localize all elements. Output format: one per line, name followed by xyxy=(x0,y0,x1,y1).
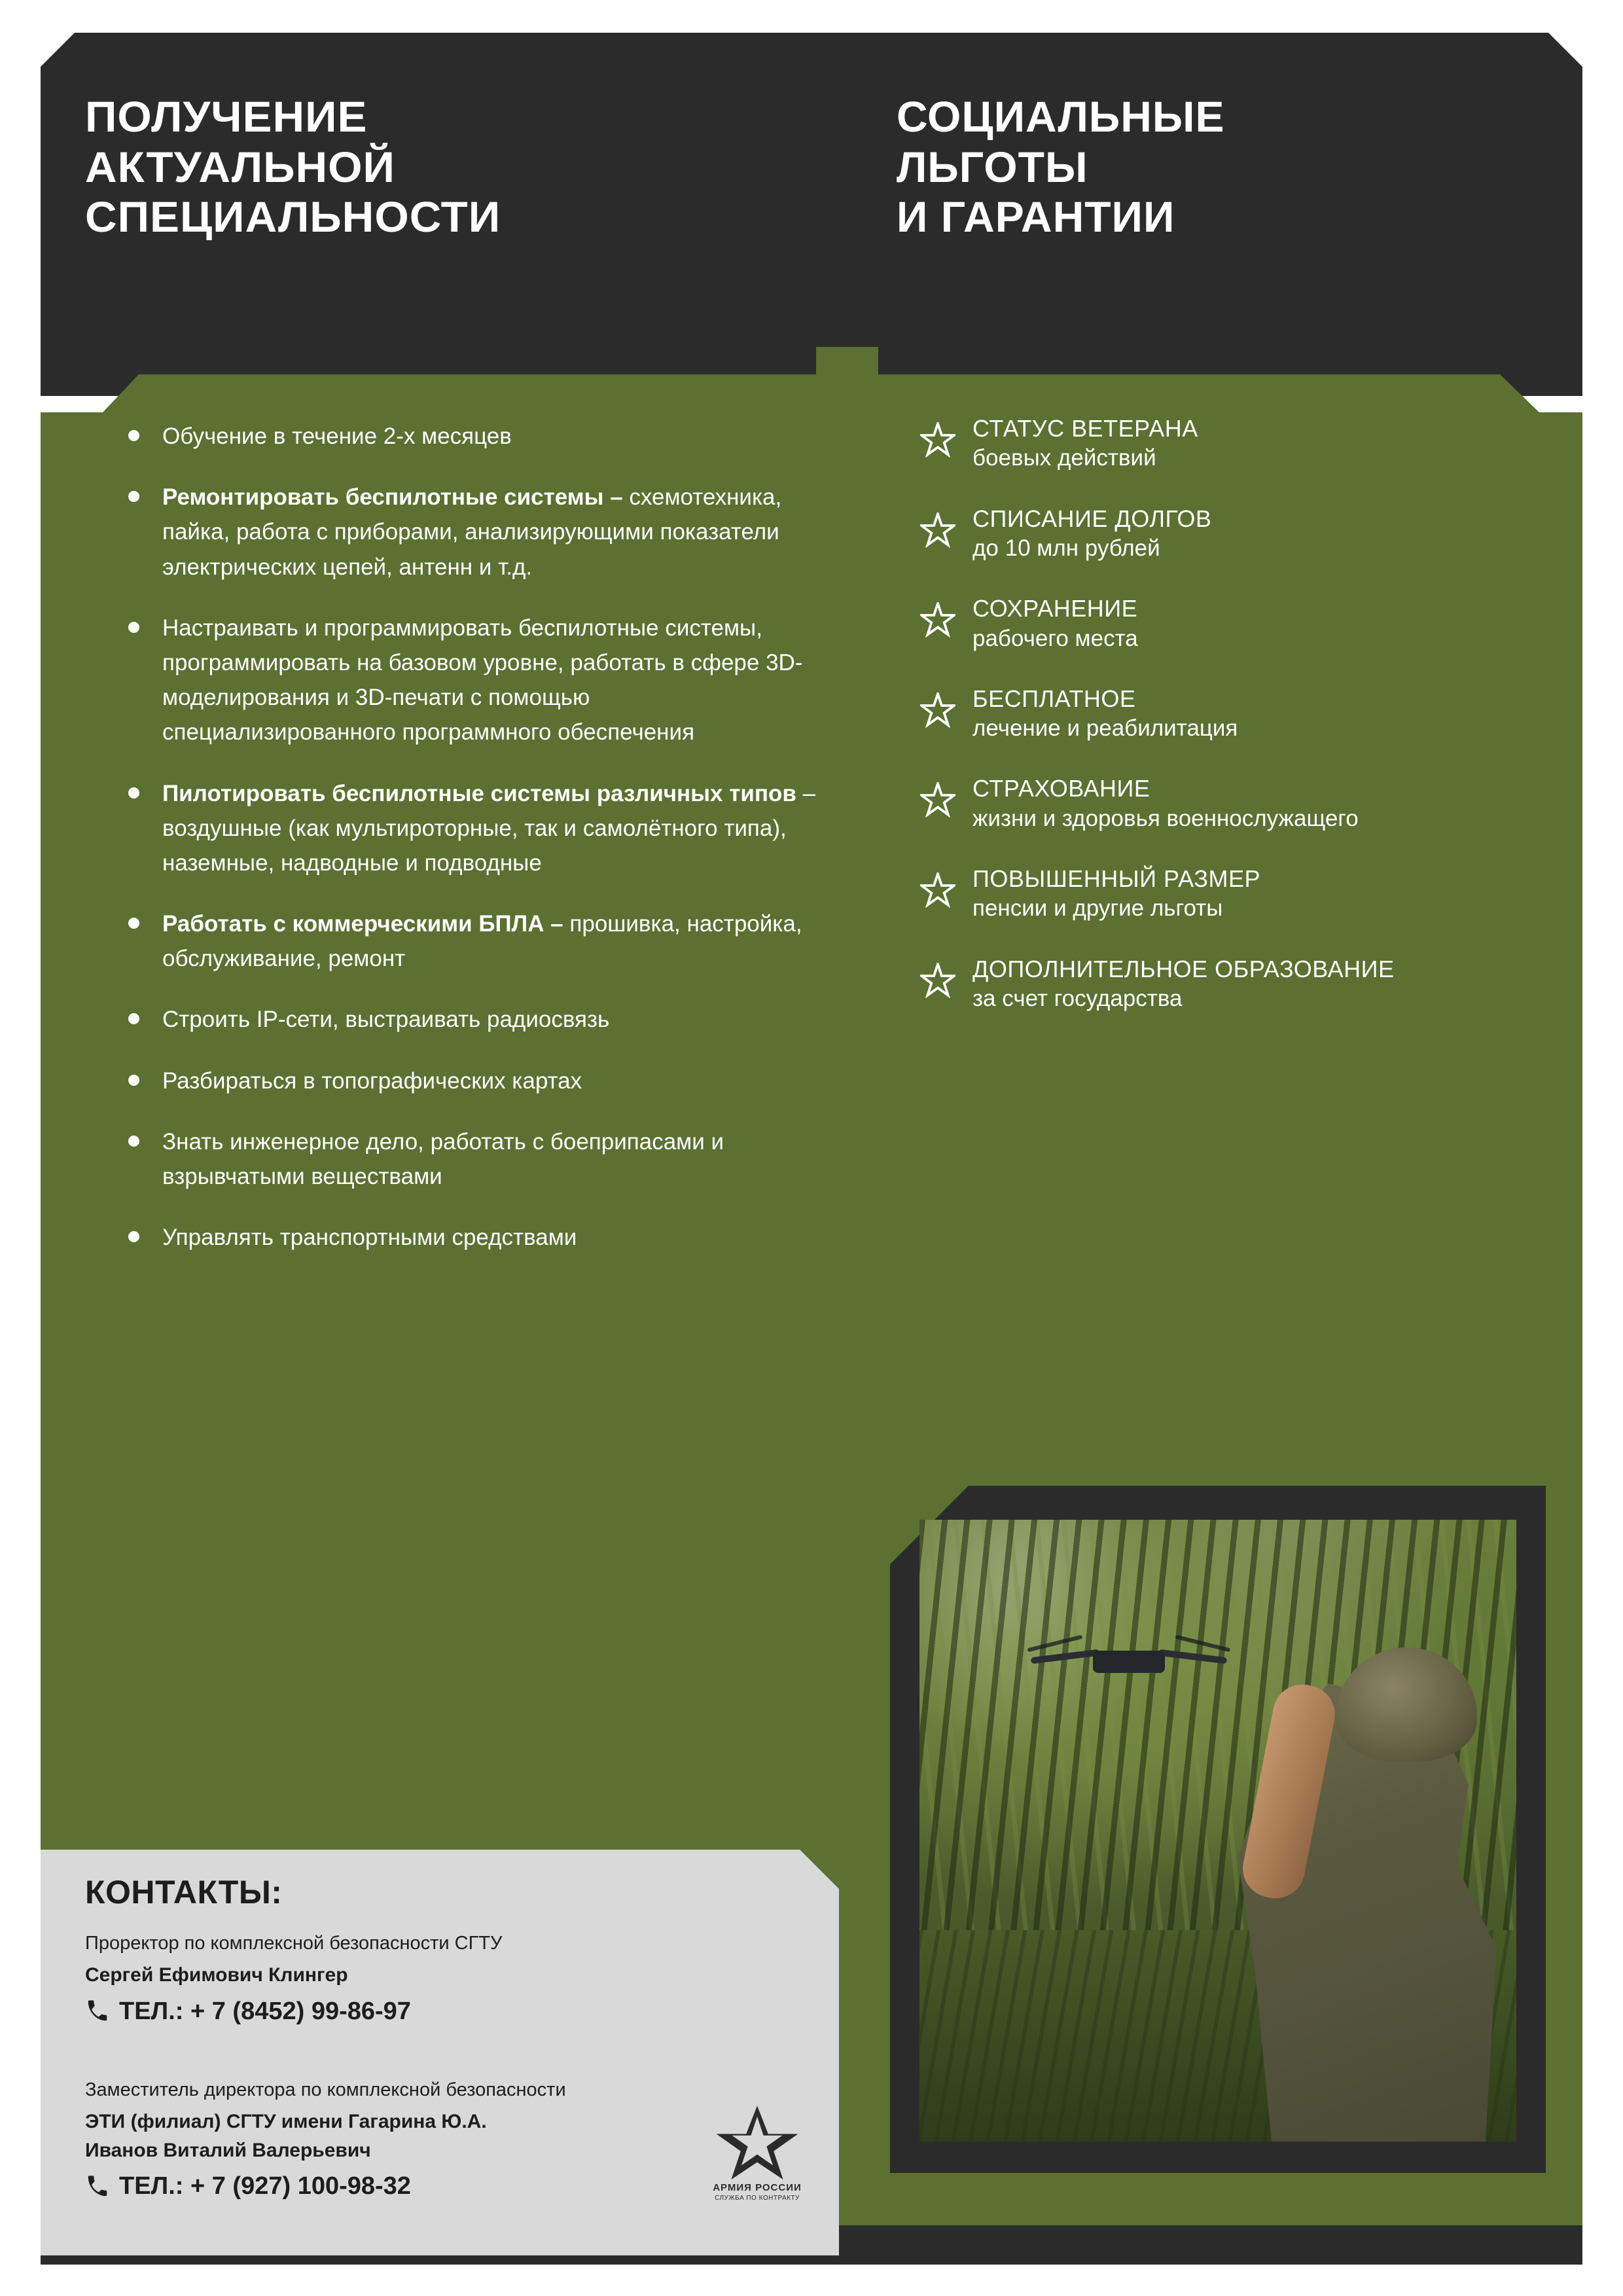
bullet-dot-icon xyxy=(128,1231,139,1242)
star-icon xyxy=(920,963,955,998)
title-left-line-3: СПЕЦИАЛЬНОСТИ xyxy=(85,192,501,242)
bullet-dot-icon xyxy=(128,787,139,798)
list-item xyxy=(111,776,818,881)
list-item xyxy=(111,480,818,584)
star-icon xyxy=(920,872,955,908)
benefit-subtitle: за счет государства xyxy=(972,985,1183,1011)
list-item xyxy=(111,1124,818,1194)
benefit-item xyxy=(916,506,1525,562)
bullet-dot-icon xyxy=(128,622,139,633)
list-item-text: Работать с коммерческими БПЛА – прошивка, настройка, обслуживание, ремонт xyxy=(162,911,802,972)
benefit-subtitle: рабочего места xyxy=(972,625,1138,651)
list-item-text: Строить IP-сети, выстраивать радиосвязь xyxy=(162,1007,610,1033)
list-item xyxy=(111,906,818,976)
benefit-item xyxy=(916,416,1525,472)
star-icon xyxy=(920,422,955,457)
list-item-text: Настраивать и программировать беспилотные системы, программировать на базовом уровне, работать в сфере 3D-моделирования и 3D-печати с помощью специализированного программного обеспечения xyxy=(162,615,803,745)
star-icon xyxy=(920,692,955,728)
page-title-left xyxy=(85,92,786,242)
bullet-dot-icon xyxy=(128,491,139,502)
benefit-subtitle: боевых действий xyxy=(972,445,1156,471)
list-item-text: Ремонтировать беспилотные системы – схемотехника, пайка, работа с приборами, анализирующими показатели электрических цепей, антенн и т.д. xyxy=(162,484,782,580)
contact-role: Заместитель директора по комплексной безопасности xyxy=(85,2079,566,2100)
contact-item-2 xyxy=(85,2076,566,2200)
contacts-title: КОНТАКТЫ: xyxy=(85,1874,283,1910)
army-logo xyxy=(695,2101,819,2202)
contact-item-1 xyxy=(85,1929,502,2026)
star-icon xyxy=(920,782,955,817)
phone-icon xyxy=(85,2174,110,2199)
bullet-dot-icon xyxy=(128,1013,139,1024)
title-right-line-1: СОЦИАЛЬНЫЕ xyxy=(897,92,1225,141)
drone-arm-left xyxy=(1031,1649,1099,1664)
bullet-dot-icon xyxy=(128,430,139,441)
benefit-item xyxy=(916,686,1525,742)
contact-phone-text: ТЕЛ.: + 7 (927) 100-98-32 xyxy=(119,2172,411,2200)
army-logo-line-2: СЛУЖБА ПО КОНТРАКТУ xyxy=(715,2195,800,2202)
drone-propeller-right xyxy=(1175,1635,1231,1653)
contact-name: Иванов Виталий Валерьевич xyxy=(85,2139,371,2161)
bullet-dot-icon xyxy=(128,1075,139,1086)
contact-phone-text: ТЕЛ.: + 7 (8452) 99-86-97 xyxy=(119,1997,411,2025)
benefit-subtitle: до 10 млн рублей xyxy=(972,535,1160,561)
contact-org: ЭТИ (филиал) СГТУ имени Гагарина Ю.А. xyxy=(85,2111,487,2133)
star-icon xyxy=(920,602,955,637)
list-item-text: Знать инженерное дело, работать с боеприпасами и взрывчатыми веществами xyxy=(162,1128,724,1189)
list-item xyxy=(111,611,818,750)
benefit-subtitle: лечение и реабилитация xyxy=(972,715,1238,742)
list-item-text: Обучение в течение 2-х месяцев xyxy=(162,423,512,449)
list-item xyxy=(111,419,818,454)
benefit-title: СТАТУС ВЕТЕРАНА xyxy=(972,415,1198,442)
list-item-text: Управлять транспортными средствами xyxy=(162,1225,577,1251)
drone-propeller-left xyxy=(1027,1635,1083,1653)
benefit-subtitle: пенсии и другие льготы xyxy=(972,895,1223,922)
benefits-list xyxy=(916,416,1525,1046)
benefit-title: ПОВЫШЕННЫЙ РАЗМЕР xyxy=(972,865,1260,893)
title-right-line-3: И ГАРАНТИИ xyxy=(897,192,1175,242)
benefit-item xyxy=(916,596,1525,652)
benefit-title: ДОПОЛНИТЕЛЬНОЕ ОБРАЗОВАНИЕ xyxy=(972,955,1395,982)
title-right-line-2: ЛЬГОТЫ xyxy=(897,142,1088,191)
benefit-title: СОХРАНЕНИЕ xyxy=(972,595,1138,622)
photo-soldier-with-drone xyxy=(919,1520,1516,2142)
army-logo-line-1: АРМИЯ РОССИИ xyxy=(713,2182,802,2193)
benefit-subtitle: жизни и здоровья военнослужащего xyxy=(972,805,1359,831)
list-item-text: Разбираться в топографических картах xyxy=(162,1067,582,1094)
benefit-title: СПИСАНИЕ ДОЛГОВ xyxy=(972,505,1212,532)
contact-role: Проректор по комплексной безопасности СГТУ xyxy=(85,1933,503,1954)
drone-body xyxy=(1093,1651,1165,1673)
list-item xyxy=(111,1002,818,1037)
benefit-item xyxy=(916,956,1525,1013)
title-left-line-1: ПОЛУЧЕНИЕ xyxy=(85,92,368,141)
drone-arm-right xyxy=(1158,1649,1227,1664)
benefit-item xyxy=(916,776,1525,832)
list-item xyxy=(111,1064,818,1098)
army-star-icon xyxy=(708,2101,806,2179)
benefit-item xyxy=(916,866,1525,922)
contact-name: Сергей Ефимович Клингер xyxy=(85,1964,348,1986)
page-title-right xyxy=(897,92,1551,242)
bullet-dot-icon xyxy=(128,1136,139,1147)
star-icon xyxy=(920,512,955,548)
list-item-text: Пилотировать беспилотные системы различных типов – воздушные (как мультироторные, так и самолётного типа), наземные, надводные и подводные xyxy=(162,780,816,876)
contact-phone[interactable] xyxy=(85,1998,502,2026)
bullet-dot-icon xyxy=(128,918,139,929)
title-left-line-2: АКТУАЛЬНОЙ xyxy=(85,142,395,191)
contact-phone[interactable] xyxy=(85,2172,566,2200)
photo-drone xyxy=(1031,1638,1227,1683)
benefit-title: БЕСПЛАТНОЕ xyxy=(972,685,1136,712)
skills-list xyxy=(111,419,818,1281)
benefit-title: СТРАХОВАНИЕ xyxy=(972,775,1150,802)
list-item xyxy=(111,1220,818,1255)
phone-icon xyxy=(85,1999,110,2024)
